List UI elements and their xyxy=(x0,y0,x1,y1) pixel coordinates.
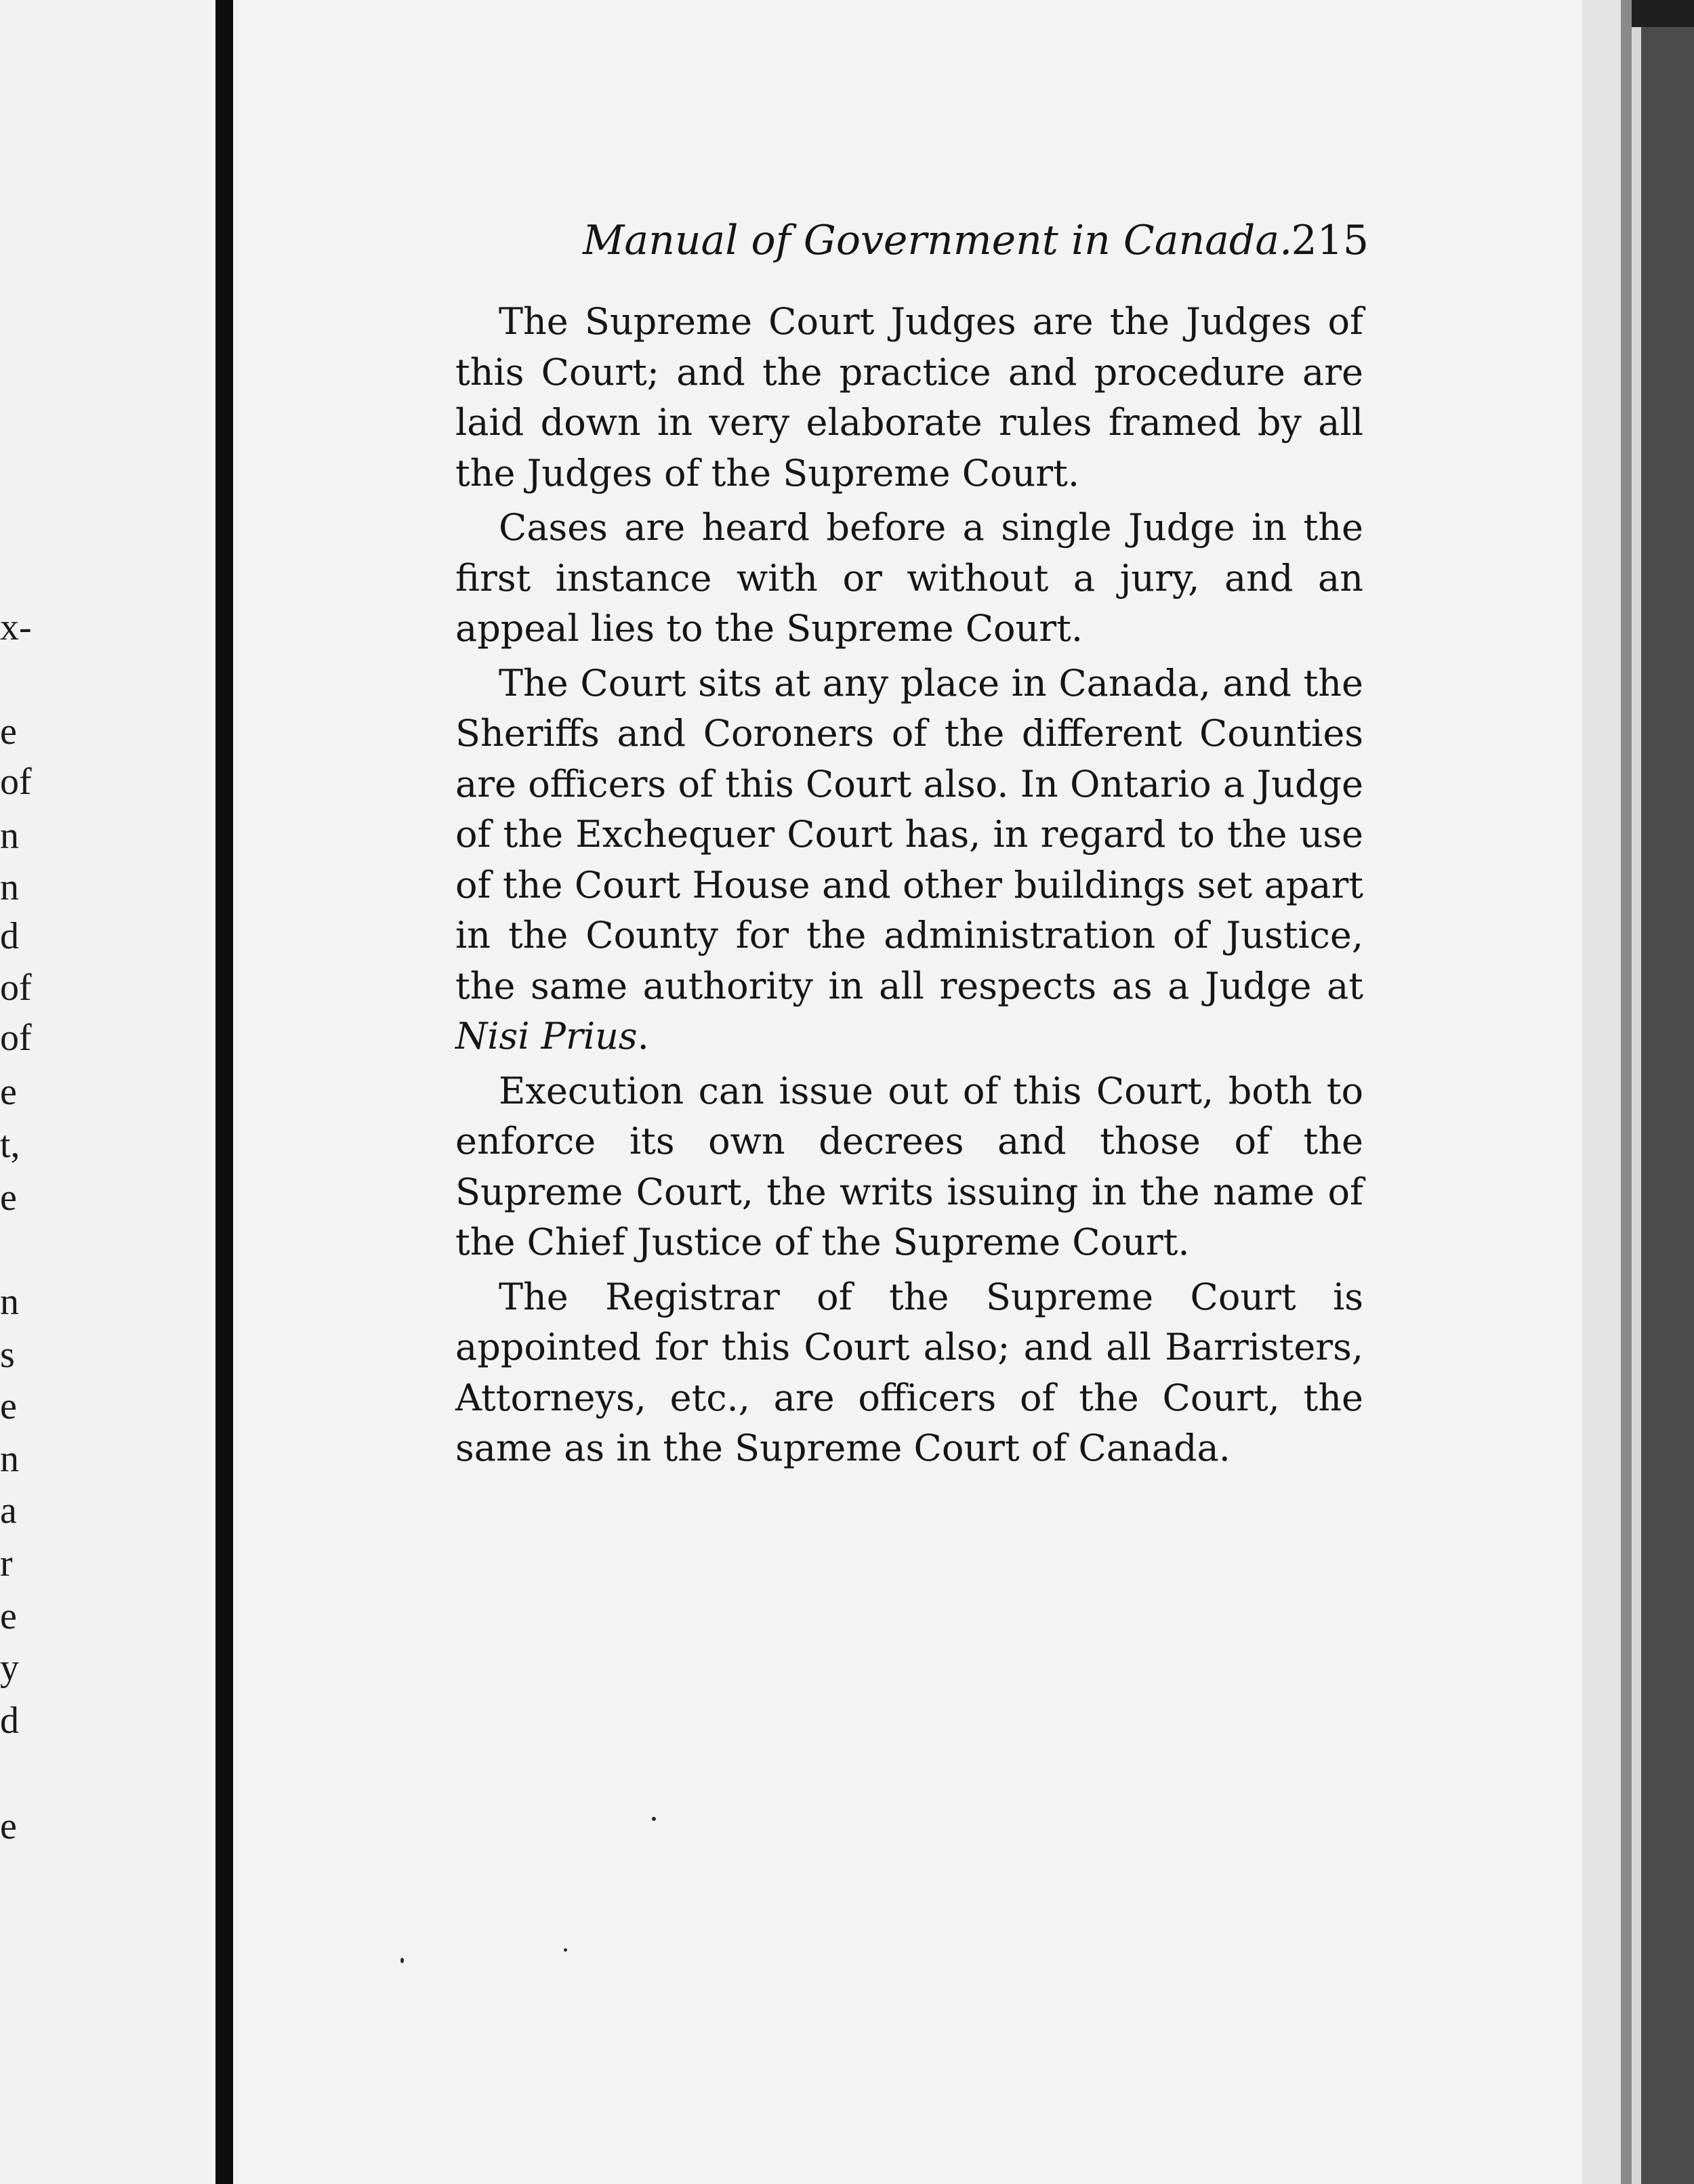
running-title: Manual of Government in Canada. xyxy=(583,217,1293,264)
body-text xyxy=(455,297,1363,1474)
facing-page-text-fragments xyxy=(0,0,32,2184)
facing-page-fragment: e xyxy=(0,1805,17,1847)
italic-term: Nisi Prius xyxy=(455,1015,638,1057)
facing-page-fragment: e xyxy=(0,1177,17,1219)
facing-page xyxy=(0,0,215,2184)
facing-page-fragment: x- xyxy=(0,606,32,648)
page-number: 215 xyxy=(1291,217,1369,264)
paragraph: The Registrar of the Supreme Court is appointed for this Court also; and all Barristers, Attorneys, etc., are officers of the Court, the same as in the Supreme Court of Canada. xyxy=(455,1275,1363,1469)
facing-page-fragment: a xyxy=(0,1490,17,1532)
scan-speck xyxy=(652,1817,656,1821)
facing-page-fragment: n xyxy=(0,866,19,908)
scan-speck xyxy=(564,1948,567,1952)
paragraph-text: The Court sits at any place in Canada, and the Sheriffs and Coroners of the different Counties are officers of this Court also. In Ontario a Judge of the Exchequer Court has, in regard to the use of the Court House and other buildings set apart in the County for the administration of Justice, the same authority in all respects as a Judge at xyxy=(455,661,1363,1007)
paragraph-text-end: . xyxy=(637,1015,649,1057)
facing-page-fragment: d xyxy=(0,915,19,957)
paragraph: The Supreme Court Judges are the Judges of this Court; and the practice and procedure are laid down in very elaborate rules framed by all the Judges of the Supreme Court. xyxy=(455,300,1363,495)
facing-page-fragment: of xyxy=(0,1017,32,1059)
page-edge-shading xyxy=(1582,0,1621,2184)
facing-page-fragment: d xyxy=(0,1700,19,1742)
paragraph xyxy=(455,658,1363,1062)
facing-page-fragment: t, xyxy=(0,1124,20,1166)
book-gutter xyxy=(215,0,233,2184)
facing-page-fragment: n xyxy=(0,1281,19,1323)
facing-page-fragment: of xyxy=(0,967,32,1009)
facing-page-fragment: e xyxy=(0,1071,17,1113)
facing-page-fragment: e xyxy=(0,1595,17,1637)
facing-page-fragment: e xyxy=(0,711,17,753)
scan-speck xyxy=(400,1958,404,1963)
facing-page-fragment: s xyxy=(0,1334,15,1376)
page-edge-highlight xyxy=(1632,0,1641,2184)
facing-page-fragment: n xyxy=(0,1438,19,1480)
paragraph: Cases are heard before a single Judge in the first instance with or without a jury, and an appeal lies to the Supreme Court. xyxy=(455,506,1363,650)
page-edge xyxy=(1621,0,1632,2184)
facing-page-fragment: of xyxy=(0,761,32,803)
paragraph: Execution can issue out of this Court, both to enforce its own decrees and those of the Supreme Court, the writs issuing in the name of the Chief Justice of the Supreme Court. xyxy=(455,1069,1363,1263)
running-head xyxy=(583,213,1369,268)
facing-page-fragment: e xyxy=(0,1385,17,1427)
facing-page-fragment: r xyxy=(0,1542,13,1584)
facing-page-fragment: n xyxy=(0,815,19,857)
facing-page-fragment: y xyxy=(0,1647,19,1689)
scan-corner xyxy=(1632,0,1694,27)
